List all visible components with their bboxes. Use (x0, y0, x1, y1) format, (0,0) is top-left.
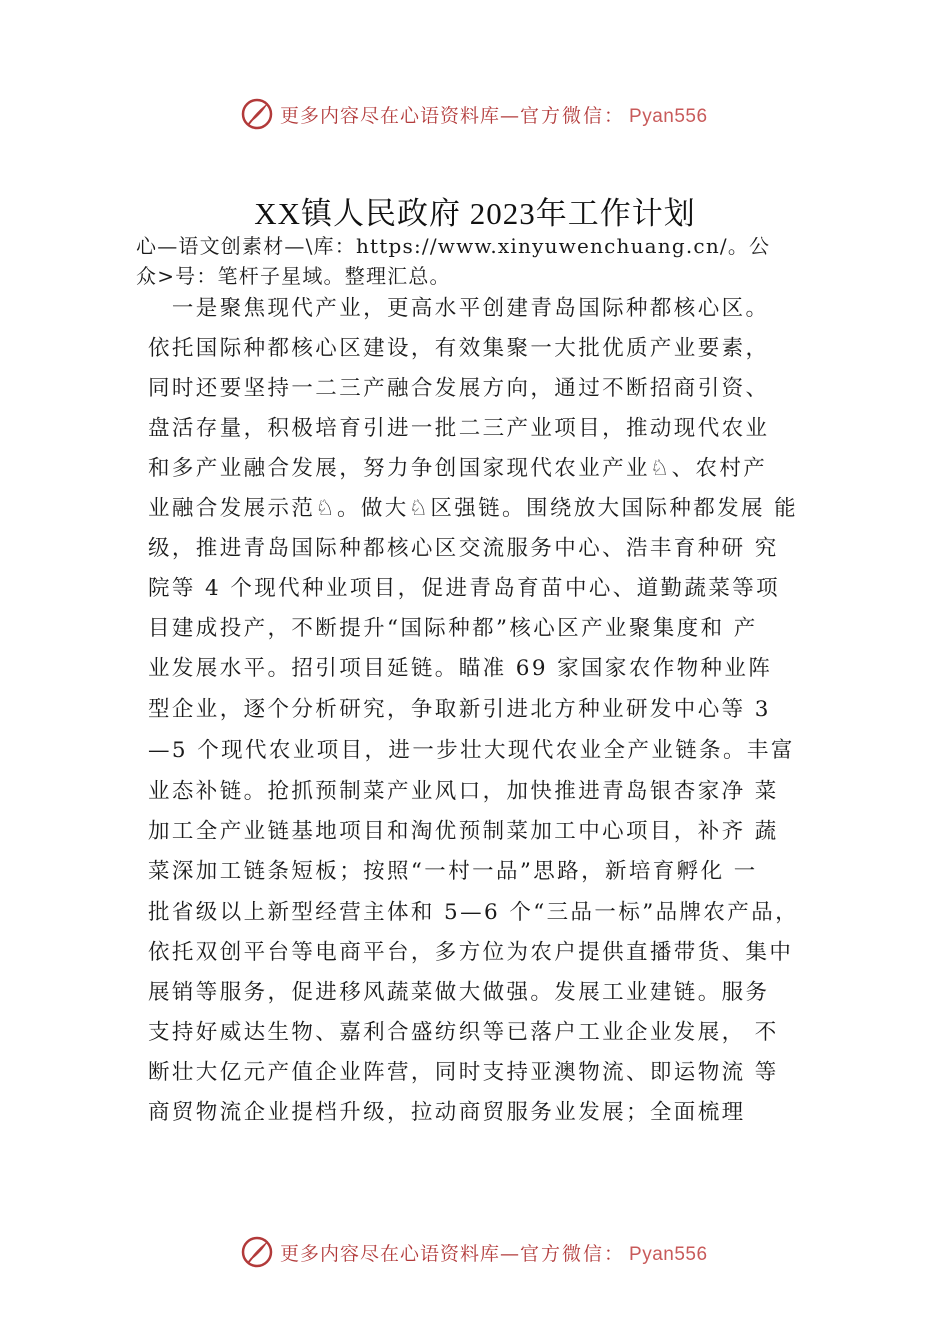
body-line: 菜深加工链条短板；按照“一村一品”思路，新培育孵化 一 (148, 859, 758, 884)
wechat-handle: Pyan556 (629, 1243, 708, 1265)
body-line: 断壮大亿元产值企业阵营，同时支持亚澳物流、即运物流 等 (148, 1060, 779, 1085)
wechat-handle: Pyan556 (629, 105, 708, 127)
body-line: 展销等服务，促进移风蔬菜做大做强。发展工业建链。服务 (148, 980, 770, 1005)
quill-pen-icon (240, 97, 274, 131)
body-line: 依托双创平台等电商平台，多方位为农户提供直播带货、集中 (148, 940, 794, 965)
body-line: 业融合发展示范♘。做大♘区强链。围绕放大国际种都发展 能 (148, 496, 799, 521)
body-line: —5 个现代农业项目，进一步壮大现代农业全产业链条。丰富 (148, 738, 795, 763)
body-line: 业态补链。抢抓预制菜产业风口，加快推进青岛银杏家净 菜 (148, 779, 779, 804)
body-line: 院等 4 个现代种业项目，促进青岛育苗中心、道勤蔬菜等项 (148, 576, 781, 601)
source-line: 心—语文创素材—\库：https://www.xinyuwenchuang.cn/。公 (136, 234, 771, 258)
source-line: 众>号：笔杆子星域。整理汇总。 (136, 264, 451, 288)
body-line: 依托国际种都核心区建设，有效集聚一大批优质产业要素， (148, 336, 770, 361)
body-line: 支持好威达生物、嘉利合盛纺织等已落户工业企业发展， 不 (148, 1020, 779, 1045)
body-line: 盘活存量，积极培育引进一批二三产业项目，推动现代农业 (148, 416, 770, 441)
body-line: 目建成投产，不断提升“国际种都”核心区产业聚集度和 产 (148, 616, 758, 641)
body-line: 和多产业融合发展，努力争创国家现代农业产业♘、农村产 (148, 456, 768, 481)
body-line: 同时还要坚持一二三产融合发展方向，通过不断招商引资、 (148, 376, 770, 401)
body-line: 业发展水平。招引项目延链。瞄准 69 家国家农作物种业阵 (148, 656, 773, 681)
banner-text: 更多内容尽在心语资料库—官方微信： Pyan556 (280, 1242, 708, 1265)
footer-banner (0, 1232, 950, 1272)
body-line: 型企业，逐个分析研究，争取新引进北方种业研发中心等 3 (148, 697, 771, 722)
body-line: 批省级以上新型经营主体和 5—6 个“三品一标”品牌农产品， (148, 900, 800, 925)
quill-pen-icon (240, 1235, 274, 1269)
header-banner (0, 94, 950, 134)
body-line: 商贸物流企业提档升级，拉动商贸服务业发展；全面梳理 (148, 1100, 746, 1125)
banner-text: 更多内容尽在心语资料库—官方微信： Pyan556 (280, 104, 708, 127)
body-line: 级，推进青岛国际种都核心区交流服务中心、浩丰育种研 究 (148, 536, 779, 561)
body-line: 加工全产业链基地项目和淘优预制菜加工中心项目，补齐 蔬 (148, 819, 779, 844)
body-line: 一是聚焦现代产业，更高水平创建青岛国际种都核心区。 (148, 296, 770, 321)
document-title: XX镇人民政府 2023年工作计划 (254, 196, 696, 231)
